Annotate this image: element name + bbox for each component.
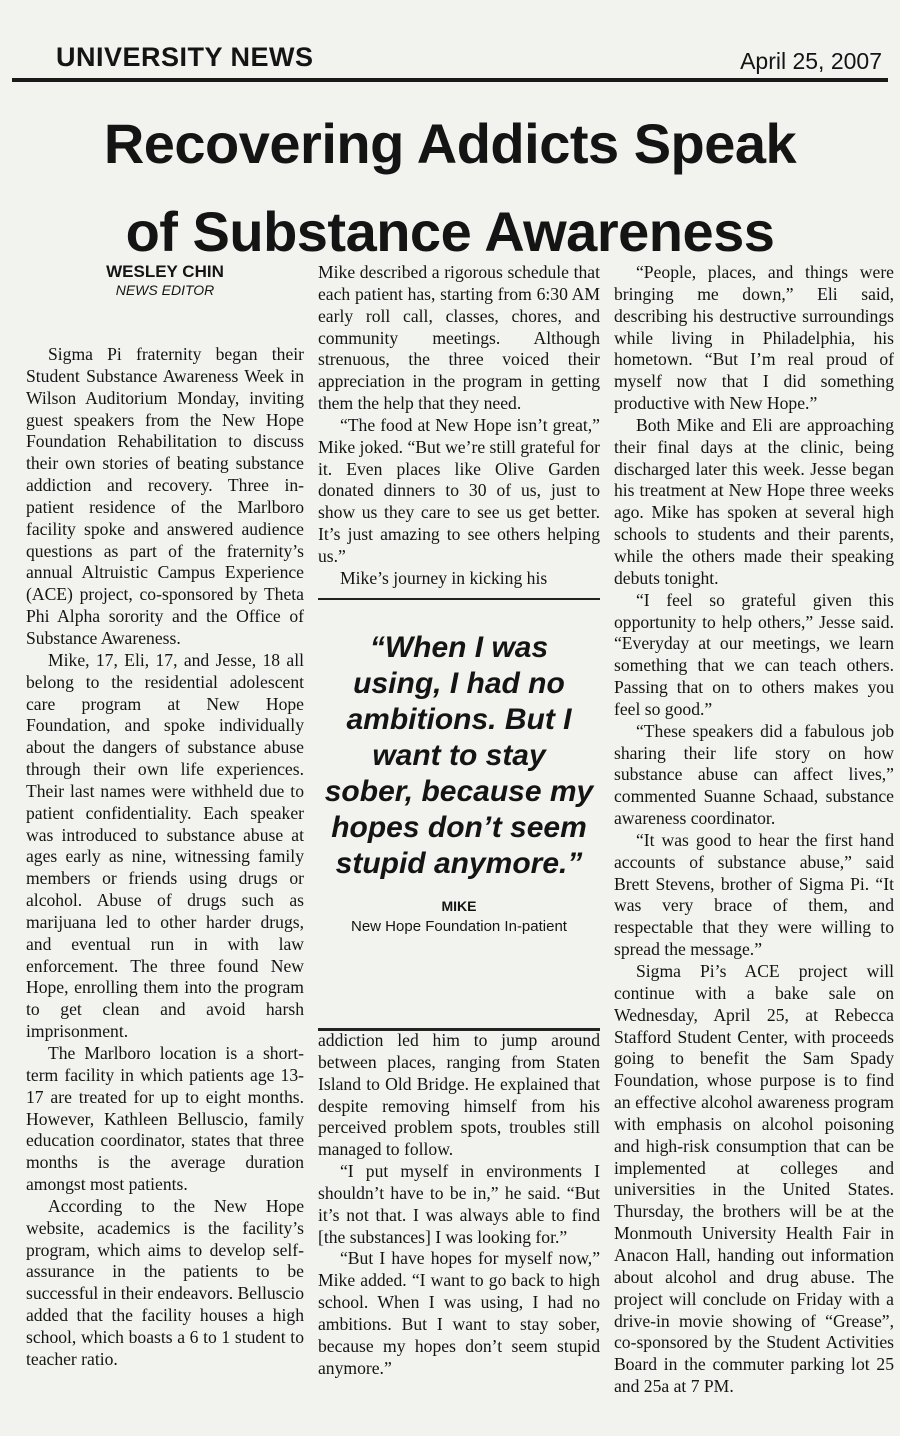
paragraph: Mike, 17, Eli, 17, and Jesse, 18 all belong to the residential adolescent care program at New Hope Foundation, and spoke individually about the dangers of substance abuse through their own life experiences. Their last names were withheld due to patient confidentiality. Each speaker was introduced to substance abuse at ages early as nine, witnessing family members or friends using drugs or alcohol. Abuse of drugs such as marijuana led to other harder drugs, and eventual run in with law enforcement. The three found New Hope, enrolling them into the program to get clean and avoid harsh imprisonment.: [26, 649, 304, 1042]
paragraph: “The food at New Hope isn’t great,” Mike joked. “But we’re still grateful for it. Even places like Olive Garden donated dinners to 30 of us, just to show us they care to see us get better. It’s just amazing to see others helping us.”: [318, 414, 600, 566]
pull-quote-attribution-role: New Hope Foundation In-patient: [351, 918, 567, 935]
pull-quote: [318, 598, 600, 1031]
article-headline: [0, 100, 900, 276]
paragraph: Both Mike and Eli are approaching their final days at the clinic, being discharged later this week. Jesse began his treatment at New Hope three weeks ago. Mike has spoken at several high schools to students and their parents, while the others made their speaking debuts tonight.: [614, 414, 894, 588]
article-column-2-top: [318, 262, 600, 590]
byline-role: NEWS EDITOR: [115, 282, 215, 298]
article-column-2-bottom: [318, 1030, 600, 1380]
article-column-3: [614, 262, 894, 1398]
headline-line-1: Recovering Addicts Speak: [103, 112, 797, 175]
paragraph: Mike’s journey in kicking his: [340, 567, 548, 588]
paragraph: Sigma Pi fraternity began their Student Substance Awareness Week in Wilson Auditorium Monday, inviting guest speakers from the New Hope Foundation Rehabilitation to discuss their own stories of beating substance addiction and recovery. Three in-patient residence of the Marlboro facility spoke and answered audience questions as part of the fraternity’s annual Altruistic Campus Experience (ACE) project, co-sponsored by Theta Phi Alpha sorority and the Office of Substance Awareness.: [26, 344, 304, 648]
paragraph: “I feel so grateful given this opportunity to help others,” Jesse said. “Everyday at our meetings, we learn something that we can teach others. Passing that on to others makes you feel so good.”: [614, 589, 894, 719]
paragraph: “It was good to hear the first hand accounts of substance abuse,” said Brett Stevens, brother of Sigma Pi. “It was very brace of them, and respectable that they were willing to spread the message.”: [614, 829, 894, 960]
publication-name: UNIVERSITY NEWS: [56, 42, 314, 72]
article-column-1: [26, 262, 304, 1371]
paragraph: “People, places, and things were bringing me down,” Eli said, describing his destructive surroundings while living in Philadelphia, his hometown. “But I’m real proud of myself now that I did something productive with New Hope.”: [614, 262, 894, 414]
paragraph: Mike described a rigorous schedule that each patient has, starting from 6:30 AM early roll call, classes, chores, and community meetings. Although strenuous, the three voiced their appreciation in the program in getting them the help that they need.: [318, 262, 600, 414]
byline: [26, 262, 304, 298]
paragraph: Sigma Pi’s ACE project will continue with a bake sale on Wednesday, April 25, at Rebecca Stafford Student Center, with proceeds going to benefit the Sam Spady Foundation, whose purpose is to find an effective alcohol awareness program with emphasis on alcohol poisoning and high-risk consumption that can be implemented at colleges and universities in the United States. Thursday, the brothers will be at the Monmouth University Health Fair in Anacon Hall, handing out information about alcohol and drug abuse. The project will conclude on Friday with a drive-in movie showing of “Grease”, co-sponsored by the Student Activities Board in the commuter parking lot 25 and 25a at 7 PM.: [614, 961, 894, 1397]
paragraph: According to the New Hope website, academics is the facility’s program, which aims to develop self-assurance in the patients to be successful in their endeavors. Belluscio added that the facility houses a high school, which boasts a 6 to 1 student to teacher ratio.: [26, 1195, 305, 1369]
pull-quote-text: “When I was using, I had no ambitions. But I want to stay sober, because my hopes don’t seem stupid anymore.”: [324, 631, 594, 880]
pull-quote-attribution-name: MIKE: [441, 898, 477, 914]
issue-date: April 25, 2007: [740, 48, 882, 74]
paragraph: “I put myself in environments I shouldn’t have to be in,” he said. “But it’s not that. I was always able to find [the substances] I was looking for.”: [318, 1161, 600, 1247]
paragraph: “But I have hopes for myself now,” Mike added. “I want to go back to high school. When I was using, I had no ambitions. But I want to stay sober, because my hopes don’t seem stupid anymore.”: [318, 1248, 600, 1378]
masthead: [12, 38, 888, 82]
byline-name: WESLEY CHIN: [106, 262, 224, 281]
paragraph: “These speakers did a fabulous job sharing their life story on how substance abuse can affect lives,” commented Suanne Schaad, substance awareness coordinator.: [614, 720, 894, 829]
paragraph: The Marlboro location is a short-term facility in which patients age 13-17 are treated for up to eight months. However, Kathleen Belluscio, family education coordinator, states that three months is the average duration amongst most patients.: [26, 1043, 304, 1195]
headline-line-2: of Substance Awareness: [125, 200, 775, 263]
paragraph: addiction led him to jump around between places, ranging from Staten Island to Old Bridge. He explained that despite removing himself from his perceived problem spots, troubles still managed to follow.: [318, 1030, 600, 1160]
